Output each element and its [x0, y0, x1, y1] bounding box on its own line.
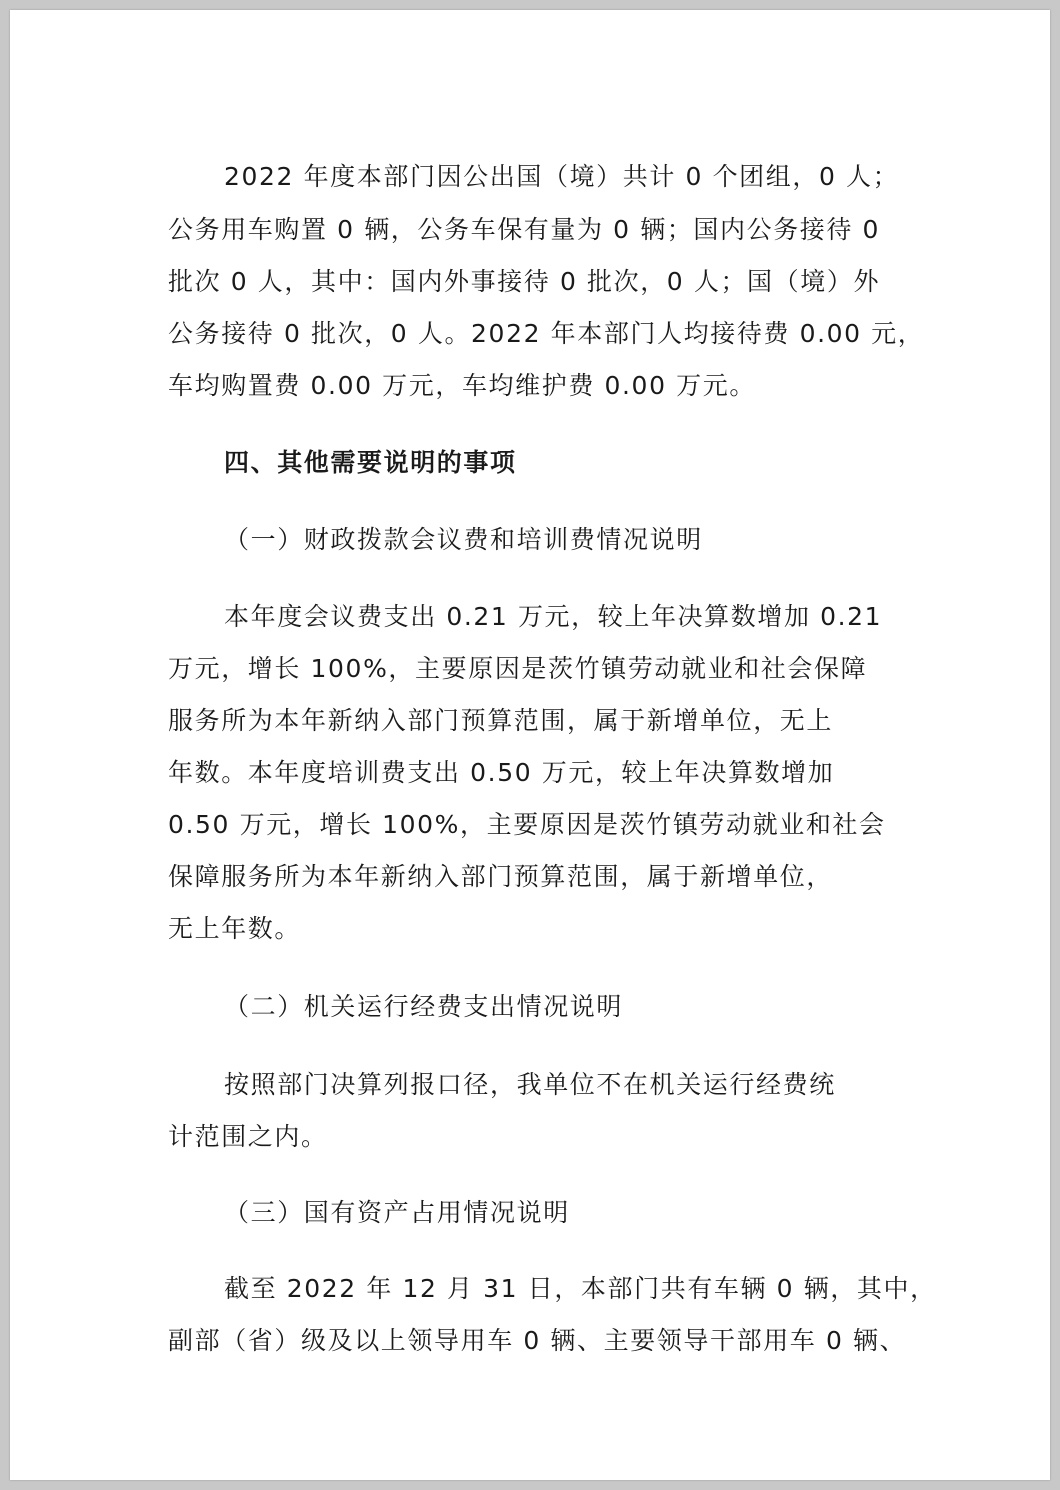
paragraph-line: 万元，增长 100%，主要原因是茨竹镇劳动就业和社会保障: [168, 654, 868, 683]
paragraph-line: 无上年数。: [168, 914, 302, 943]
paragraph-line: 年数。本年度培训费支出 0.50 万元，较上年决算数增加: [168, 758, 835, 787]
subsection-heading: （二）机关运行经费支出情况说明: [224, 992, 624, 1021]
section-heading: 四、其他需要说明的事项: [224, 448, 517, 477]
paragraph-line: 服务所为本年新纳入部门预算范围，属于新增单位，无上: [168, 706, 834, 735]
document-page: [10, 10, 1050, 1480]
paragraph-line: 公务接待 0 批次，0 人。2022 年本部门人均接待费 0.00 元，: [168, 319, 925, 348]
paragraph-line: 计范围之内。: [168, 1122, 328, 1151]
paragraph-line: 副部（省）级及以上领导用车 0 辆、主要领导干部用车 0 辆、: [168, 1326, 907, 1355]
paragraph-line: 批次 0 人，其中：国内外事接待 0 批次，0 人；国（境）外: [168, 267, 881, 296]
subsection-heading: （三）国有资产占用情况说明: [224, 1198, 570, 1227]
paragraph-line: 保障服务所为本年新纳入部门预算范围，属于新增单位，: [168, 862, 834, 891]
paragraph-line: 按照部门决算列报口径，我单位不在机关运行经费统: [224, 1070, 836, 1099]
paragraph-line: 截至 2022 年 12 月 31 日，本部门共有车辆 0 辆，其中，: [224, 1274, 937, 1303]
paragraph-line: 0.50 万元，增长 100%，主要原因是茨竹镇劳动就业和社会: [168, 810, 886, 839]
subsection-heading: （一）财政拨款会议费和培训费情况说明: [224, 525, 703, 554]
paragraph-line: 本年度会议费支出 0.21 万元，较上年决算数增加 0.21: [224, 602, 883, 631]
paragraph-line: 公务用车购置 0 辆，公务车保有量为 0 辆；国内公务接待 0: [168, 215, 881, 244]
paragraph-line: 2022 年度本部门因公出国（境）共计 0 个团组，0 人；: [224, 162, 900, 191]
paragraph-line: 车均购置费 0.00 万元，车均维护费 0.00 万元。: [168, 371, 756, 400]
